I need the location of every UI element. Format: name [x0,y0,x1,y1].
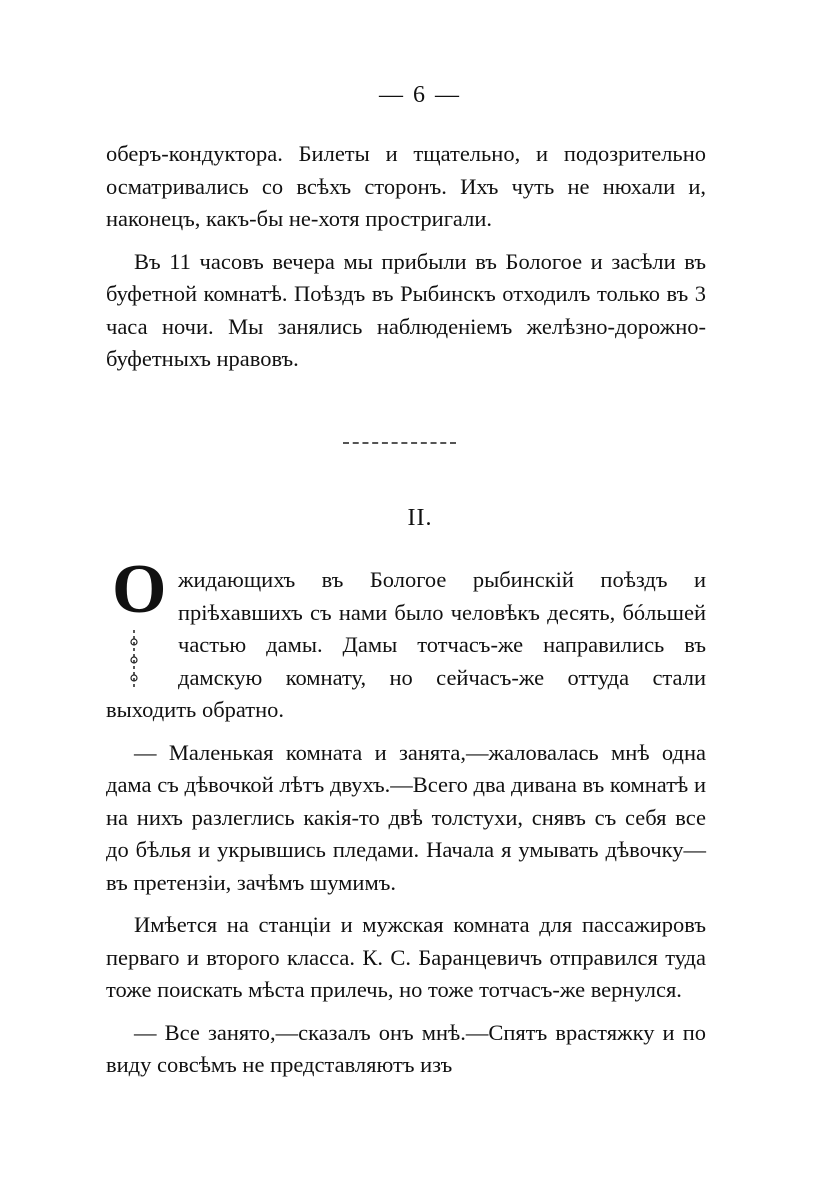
dropcap-letter: О [112,551,167,628]
ornament-icon [128,630,140,690]
chapter-title: II. [407,505,433,531]
page-number: — 6 — [379,82,461,108]
paragraph: — Маленькая комната и занята,—жаловалась мнѣ одна дама съ дѣвочкой лѣтъ двухъ.—Всего два дивана въ комнатѣ и на нихъ разлеглись какія-то двѣ толстухи, снявъ съ себя все до бѣлья и укрывшись пледами. Начала я умывать дѣвочку— въ претензіи, зачѣмъ шумимъ. [106,739,706,895]
section-one-text [106,138,706,386]
section-two-text [106,551,706,1092]
paragraph: Имѣется на станціи и мужская комната для пассажировъ перваго и второго класса. К. С. Баранцевичъ отправился туда тоже поискать мѣста прилечь, но тоже тотчасъ-же вернулся. [106,912,706,1002]
section-divider [343,442,456,447]
paragraph: — Все занято,—сказалъ онъ мнѣ.—Спятъ врастяжку и по виду совсѣмъ не представляютъ изъ [106,1019,706,1077]
dropcap [106,551,168,684]
paragraph-with-dropcap [106,551,706,727]
paragraph: Въ 11 часовъ вечера мы прибыли въ Бологое и засѣли въ буфетной комнатѣ. Поѣздъ въ Рыбинскъ отходилъ только въ 3 часа ночи. Мы занялись наблюденіемъ желѣзно-дорожно-буфетныхъ нравовъ. [106,248,706,371]
paragraph: оберъ-кондуктора. Билеты и тщательно, и подозрительно осматривались со всѣхъ сторонъ. Ихъ чуть не нюхали и, наконецъ, какъ-бы не-хотя простригали. [106,141,706,231]
paragraph-text: жидающихъ въ Бологое рыбинскій поѣздъ и пріѣхавшихъ съ нами было человѣкъ десять, бóльшей частью дамы. Дамы тотчасъ-же направились въ дамскую комнату, но сейчасъ-же оттуда стали выходить обратно. [106,567,706,722]
